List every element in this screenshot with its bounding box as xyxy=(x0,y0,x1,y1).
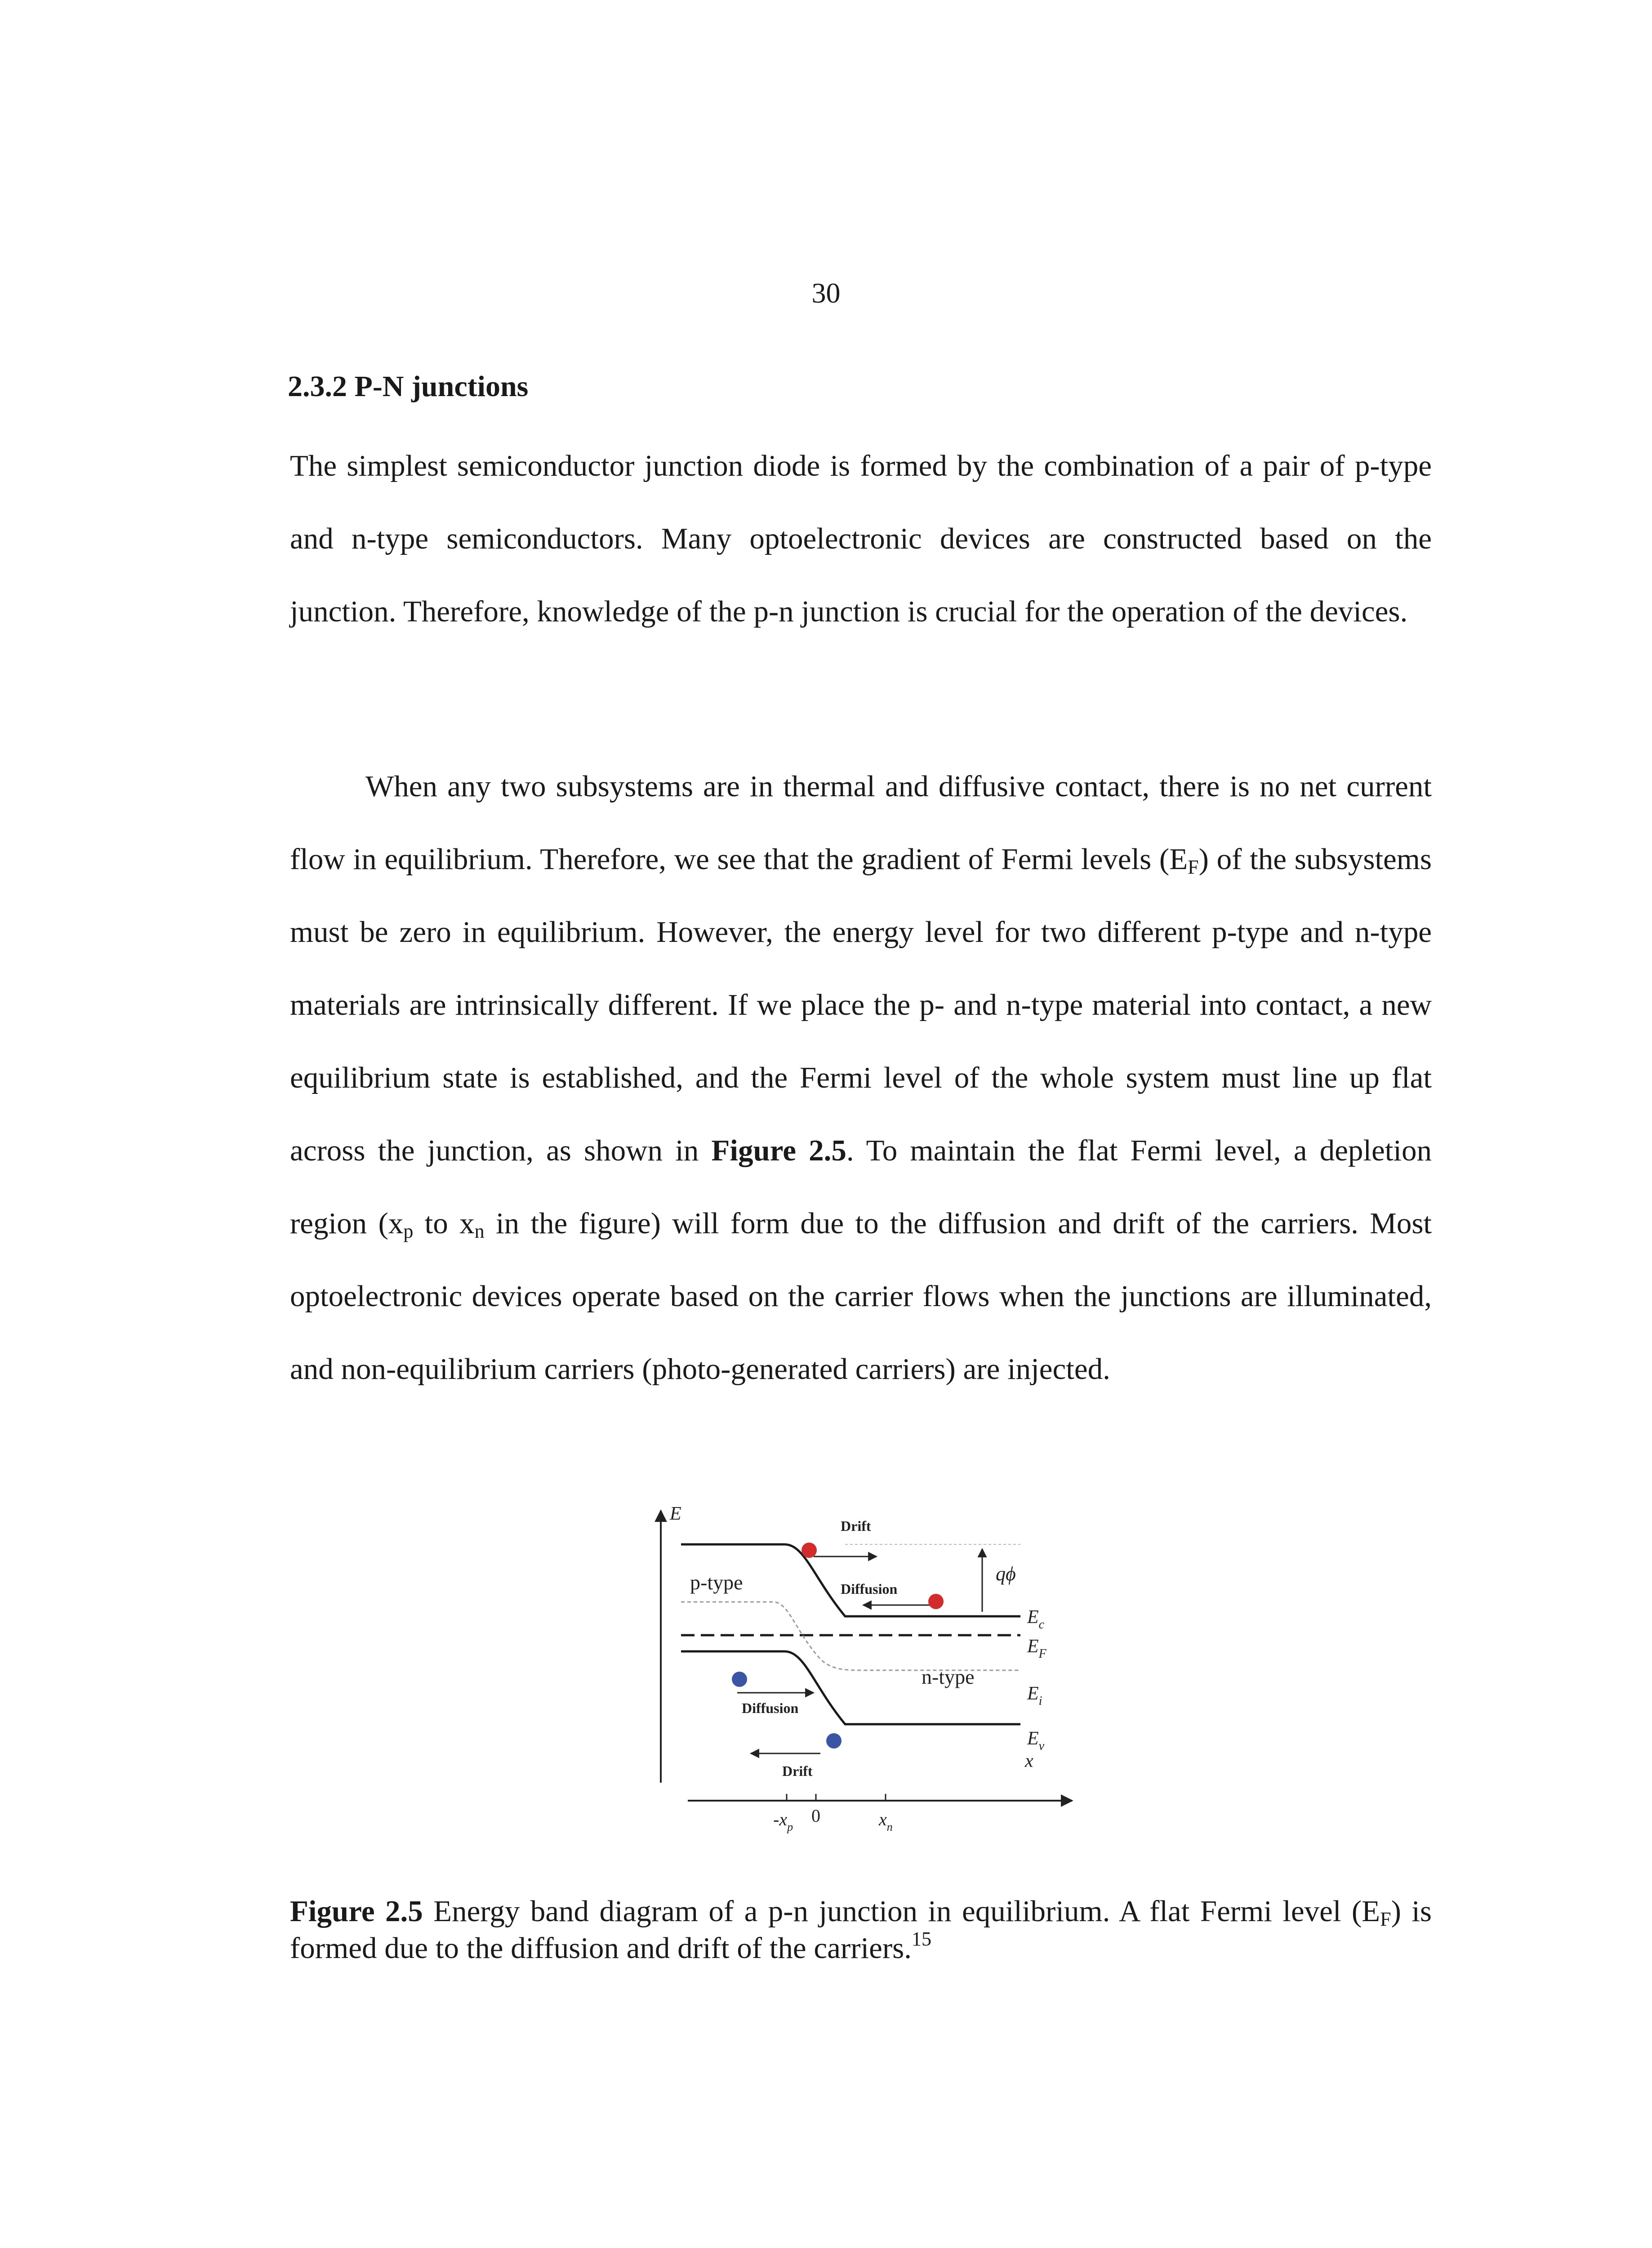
p-type-label: p-type xyxy=(690,1571,743,1594)
fermi-level-label xyxy=(1027,1636,1047,1661)
paragraph-intro: The simplest semiconductor junction diode is formed by the combination of a pair of p-type and n-type semiconductors. Many optoelectronic devices are constructed based on the junction. Therefore, knowledge of the p-n junction is crucial for the operation of the devices. xyxy=(290,449,1432,628)
hole-diffusion-label: Diffusion xyxy=(742,1700,799,1716)
caption-label: Figure 2.5 xyxy=(290,1895,423,1928)
intrinsic-level-label xyxy=(1027,1683,1042,1708)
valence-band-label xyxy=(1027,1728,1045,1753)
tick-subscript: p xyxy=(787,1820,793,1833)
paragraph-text: When any two subsystems are in thermal and diffusive contact, there is no net current flow in equilibrium. Therefore, we see that the gradient of Fermi levels (E xyxy=(290,770,1432,876)
paragraph-equilibrium xyxy=(290,750,1432,1405)
barrier-height-label: qϕ xyxy=(996,1563,1016,1585)
paragraph-text: . To maintain the flat Fermi level, a depletion region (x xyxy=(290,1134,1432,1240)
caption-text: ) is formed due to the diffusion and drift of the carriers. xyxy=(290,1895,1432,1965)
page-number: 30 xyxy=(811,277,841,309)
tick-text: x xyxy=(879,1809,887,1829)
figure-caption xyxy=(290,1893,1432,1967)
electron-drift-label: Drift xyxy=(841,1518,871,1534)
band-subscript: c xyxy=(1038,1618,1045,1632)
hole-particle-drift xyxy=(826,1733,842,1748)
electron-particle-diffusion xyxy=(928,1594,944,1609)
paragraph-text: to x xyxy=(413,1207,475,1240)
tick-subscript: n xyxy=(886,1820,893,1833)
band-subscript: v xyxy=(1038,1739,1045,1753)
tick-label-neg-xp xyxy=(773,1809,793,1833)
n-type-label: n-type xyxy=(922,1665,975,1688)
hole-drift-label: Drift xyxy=(782,1763,813,1779)
energy-axis-label: E xyxy=(670,1503,681,1524)
subscript-f: F xyxy=(1188,856,1199,878)
position-axis-label: x xyxy=(1025,1751,1033,1771)
band-letter: E xyxy=(1027,1728,1039,1749)
band-letter: E xyxy=(1027,1607,1039,1628)
figure-reference-link[interactable]: Figure 2.5 xyxy=(711,1134,846,1167)
band-subscript: i xyxy=(1038,1694,1042,1708)
caption-text: Energy band diagram of a p-n junction in equilibrium. A flat Fermi level (E xyxy=(423,1895,1380,1928)
electron-diffusion-label: Diffusion xyxy=(841,1581,898,1597)
citation-reference[interactable]: 15 xyxy=(912,1928,931,1950)
subscript-p: p xyxy=(403,1220,414,1242)
tick-label-xn xyxy=(878,1809,893,1833)
conduction-band-label xyxy=(1027,1607,1045,1632)
band-letter: E xyxy=(1027,1636,1039,1657)
paragraph-text: ) of the subsystems must be zero in equilibrium. However, the energy level for two different p-type and n-type materials are intrinsically different. If we place the p- and n-type material into contact, a new equilibrium state is established, and the Fermi level of the whole system must line up flat across the junction, as shown in xyxy=(290,843,1432,1167)
electron-particle-drift xyxy=(802,1543,817,1558)
caption-subscript-f: F xyxy=(1380,1908,1391,1930)
band-subscript: F xyxy=(1038,1647,1046,1661)
section-heading: 2.3.2 P-N junctions xyxy=(288,370,529,403)
energy-band-figure xyxy=(652,1502,1083,1839)
hole-particle-diffusion xyxy=(732,1672,747,1687)
subscript-n: n xyxy=(474,1220,485,1242)
tick-label-zero: 0 xyxy=(811,1806,820,1826)
paragraph-text: in the figure) will form due to the diffusion and drift of the carriers. Most optoelectronic devices operate based on the carrier flows when the junctions are illuminated, and non-equilibrium carriers (photo-generated carriers) are injected. xyxy=(290,1207,1432,1386)
energy-band-diagram xyxy=(652,1502,1083,1839)
band-letter: E xyxy=(1027,1683,1039,1704)
tick-text: -x xyxy=(773,1809,788,1829)
